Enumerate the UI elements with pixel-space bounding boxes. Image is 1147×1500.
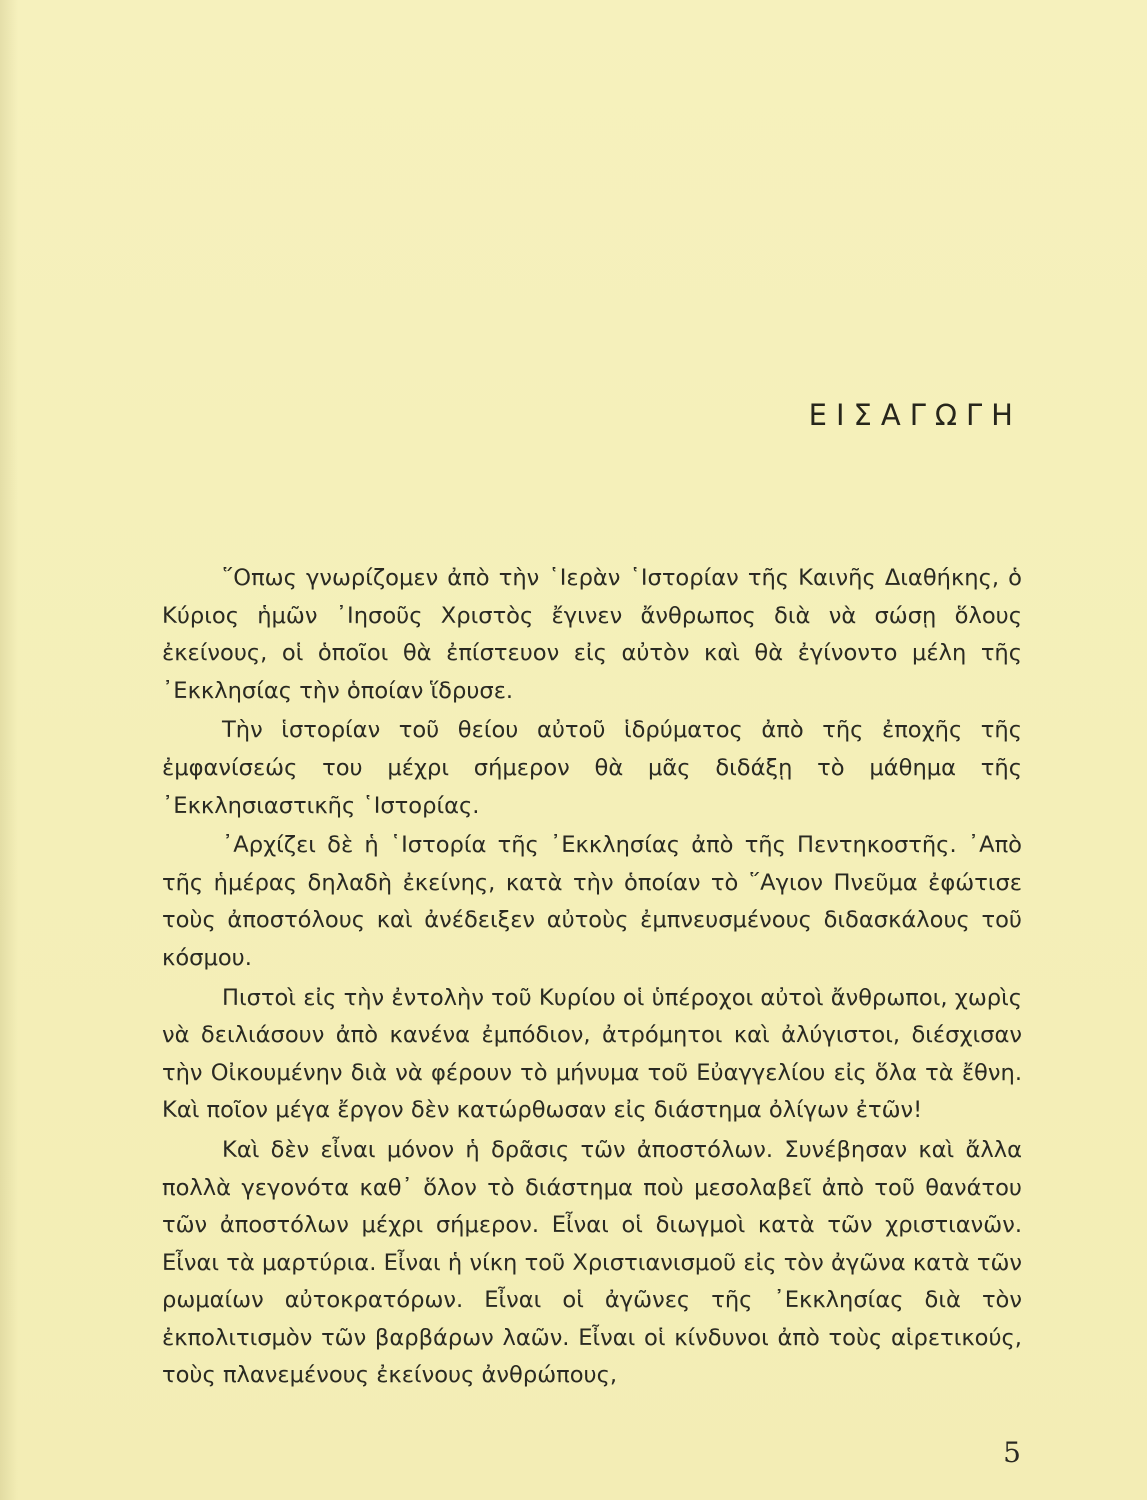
paragraph-3: ᾿Αρχίζει δὲ ἡ ῾Ιστορία τῆς ᾿Εκκλησίας ἀπὸ τῆς Πεντηκοστῆς. ᾿Απὸ τῆς ἡμέρας δηλαδὴ ἐκείνης, κατὰ τὴν ὁποίαν τὸ ῞Αγιον Πνεῦμα ἐφώτισε τοὺς ἀποστόλους καὶ ἀνέδειξεν αὐτοὺς ἐμπνευσμένους διδασκάλους τοῦ κόσμου. bbox=[162, 832, 1022, 971]
paragraph-2: Τὴν ἱστορίαν τοῦ θείου αὐτοῦ ἱδρύματος ἀπὸ τῆς ἐποχῆς τῆς ἐμφανίσεώς του μέχρι σήμερον θὰ μᾶς διδάξῃ τὸ μάθημα τῆς ᾿Εκκλησιαστικῆς ῾Ιστορίας. bbox=[162, 717, 1022, 819]
chapter-title: ΕΙΣΑΓΩΓΗ bbox=[808, 398, 1022, 432]
binding-shadow bbox=[0, 0, 18, 1500]
paragraph-1: ῞Οπως γνωρίζομεν ἀπὸ τὴν ῾Ιερὰν ῾Ιστορίαν τῆς Καινῆς Διαθήκης, ὁ Κύριος ἡμῶν ᾿Ιησοῦς Χριστὸς ἔγινεν ἄνθρωπος διὰ νὰ σώσῃ ὅλους ἐκείνους, οἱ ὁποῖοι θὰ ἐπίστευον εἰς αὐτὸν καὶ θὰ ἐγίνοντο μέλη τῆς ᾿Εκκλησίας τὴν ὁποίαν ἵδρυσε. bbox=[162, 565, 1022, 704]
paragraph-5: Καὶ δὲν εἶναι μόνον ἡ δρᾶσις τῶν ἀποστόλων. Συνέβησαν καὶ ἄλλα πολλὰ γεγονότα καθ᾿ ὅλον τὸ διάστημα ποὺ μεσολαβεῖ ἀπὸ τοῦ θανάτου τῶν ἀποστόλων μέχρι σήμερον. Εἶναι οἱ διωγμοὶ κατὰ τῶν χριστιανῶν. Εἶναι τὰ μαρτύρια. Εἶναι ἡ νίκη τοῦ Χριστιανισμοῦ εἰς τὸν ἀγῶνα κατὰ τῶν ρωμαίων αὐτοκρατόρων. Εἶναι οἱ ἀγῶνες τῆς ᾿Εκκλησίας διὰ τὸν ἐκπολιτισμὸν τῶν βαρβάρων λαῶν. Εἶναι οἱ κίνδυνοι ἀπὸ τοὺς αἱρετικούς, τοὺς πλανεμένους ἐκείνους ἀνθρώπους, bbox=[162, 1136, 1022, 1389]
paragraph-4: Πιστοὶ εἰς τὴν ἐντολὴν τοῦ Κυρίου οἱ ὑπέροχοι αὐτοὶ ἄνθρωποι, χωρὶς νὰ δειλιάσουν ἀπὸ κανένα ἐμπόδιον, ἀτρόμητοι καὶ ἀλύγιστοι, διέσχισαν τὴν Οἰκουμένην διὰ νὰ φέρουν τὸ μήνυμα τοῦ Εὐαγγελίου εἰς ὅλα τὰ ἔθνη. Καὶ ποῖον μέγα ἔργον δὲν κατώρθωσαν εἰς διάστημα ὀλίγων ἐτῶν! bbox=[162, 984, 1022, 1124]
body-text bbox=[162, 560, 1022, 1397]
page-number: 5 bbox=[1003, 1436, 1021, 1469]
